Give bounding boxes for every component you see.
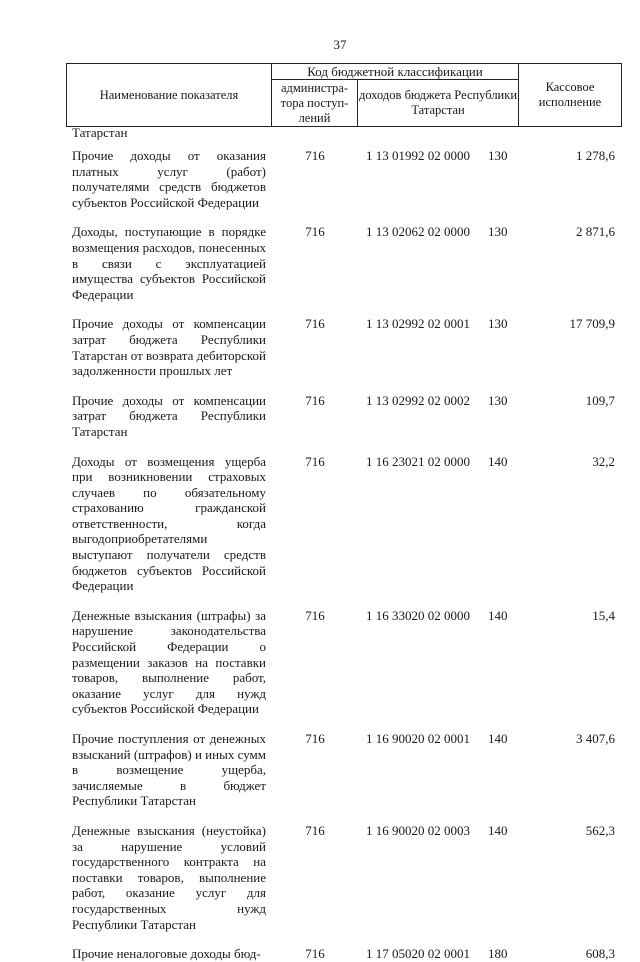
header-cash-execution: Кассовое исполнение	[538, 80, 602, 109]
row-amount: 32,2	[592, 453, 615, 469]
row-admin-code: 716	[305, 607, 325, 623]
page-number: 37	[333, 37, 347, 52]
table-row	[0, 608, 640, 717]
row-admin-code: 716	[305, 946, 325, 962]
row-subcode: 180	[488, 946, 508, 962]
row-subcode: 140	[488, 607, 508, 623]
row-name: Прочие поступления от денежных взысканий (штрафов) и иных сумм в возмещение ущерба, зачисляемые в бюджет Республики Татарстан	[72, 731, 266, 809]
row-admin-code: 716	[305, 316, 325, 332]
row-name: Прочие доходы от компенсации затрат бюджета Республики Татарстан	[72, 392, 266, 439]
row-subcode: 140	[488, 822, 508, 838]
table-row	[0, 946, 640, 962]
table-row	[0, 224, 640, 302]
header-indicator-name: Наименование показателя	[67, 64, 272, 126]
table-header	[66, 63, 622, 127]
row-admin-code: 716	[305, 731, 325, 746]
table-row	[0, 148, 640, 210]
row-name: Прочие доходы от компенсации затрат бюджета Республики Татарстан от возврата дебиторской задолженности прошлых лет	[72, 316, 266, 379]
header-classification-code: Код бюджетной классификации	[272, 64, 519, 80]
continued-text: Татарстан	[72, 125, 128, 140]
row-subcode: 130	[488, 392, 508, 408]
row-name: Прочие неналоговые доходы бюд-	[72, 946, 261, 962]
row-income-code: 1 16 23021 02 0000	[366, 453, 470, 469]
row-income-code: 1 13 02992 02 0002	[366, 392, 470, 408]
row-amount: 608,3	[585, 946, 615, 962]
table-row	[0, 823, 640, 932]
row-income-code: 1 13 02992 02 0001	[366, 316, 470, 332]
row-amount: 15,4	[592, 607, 615, 623]
row-subcode: 130	[488, 224, 508, 240]
row-subcode: 140	[488, 453, 508, 469]
row-amount: 1 278,6	[576, 148, 615, 163]
row-admin-code: 716	[305, 453, 325, 469]
row-admin-code: 716	[305, 148, 325, 163]
row-amount: 3 407,6	[576, 731, 615, 746]
row-name: Доходы, поступающие в порядке возмещения расходов, понесенных в связи с эксплуатацией имущества субъектов Российской Федерации	[72, 224, 266, 302]
row-name: Денежные взыскания (штрафы) за нарушение законодательства Российской Федерации о размещении заказов на поставки товаров, выполнение работ, оказание услуг для нужд субъектов Российской Федерации	[72, 607, 266, 717]
row-subcode: 130	[488, 316, 508, 332]
row-income-code: 1 17 05020 02 0001	[366, 946, 470, 962]
table-row	[0, 393, 640, 440]
row-name: Прочие доходы от оказания платных услуг (работ) получателями средств бюджетов субъектов Российской Федерации	[72, 148, 266, 210]
row-income-code: 1 16 90020 02 0001	[366, 731, 470, 746]
row-admin-code: 716	[305, 392, 325, 408]
table-body	[0, 148, 640, 962]
header-budget-income: доходов бюджета Республики Татарстан	[358, 80, 519, 126]
row-admin-code: 716	[305, 224, 325, 240]
row-name: Доходы от возмещения ущерба при возникновении страховых случаев по обязательному страхованию гражданской ответственности, когда выгодоприобретателями выступают получатели средств бюджетов субъектов Российской Федерации	[72, 453, 266, 594]
header-administrator: администра-тора поступ-лений	[272, 80, 358, 126]
table-row	[0, 454, 640, 594]
row-subcode: 140	[488, 731, 508, 746]
row-income-code: 1 13 02062 02 0000	[366, 224, 470, 240]
row-name: Денежные взыскания (неустойка) за нарушение условий государственного контракта на поставки товаров, выполнение работ, оказание услуг для государственных нужд Республики Татарстан	[72, 822, 266, 932]
row-subcode: 130	[488, 148, 508, 163]
table-row	[0, 316, 640, 378]
row-admin-code: 716	[305, 822, 325, 838]
row-amount: 17 709,9	[569, 316, 615, 332]
row-amount: 562,3	[585, 822, 615, 838]
row-amount: 2 871,6	[576, 224, 615, 240]
row-income-code: 1 16 90020 02 0003	[366, 822, 470, 838]
row-income-code: 1 16 33020 02 0000	[366, 607, 470, 623]
row-amount: 109,7	[585, 392, 615, 408]
table-row	[0, 731, 640, 809]
row-income-code: 1 13 01992 02 0000	[366, 148, 470, 163]
